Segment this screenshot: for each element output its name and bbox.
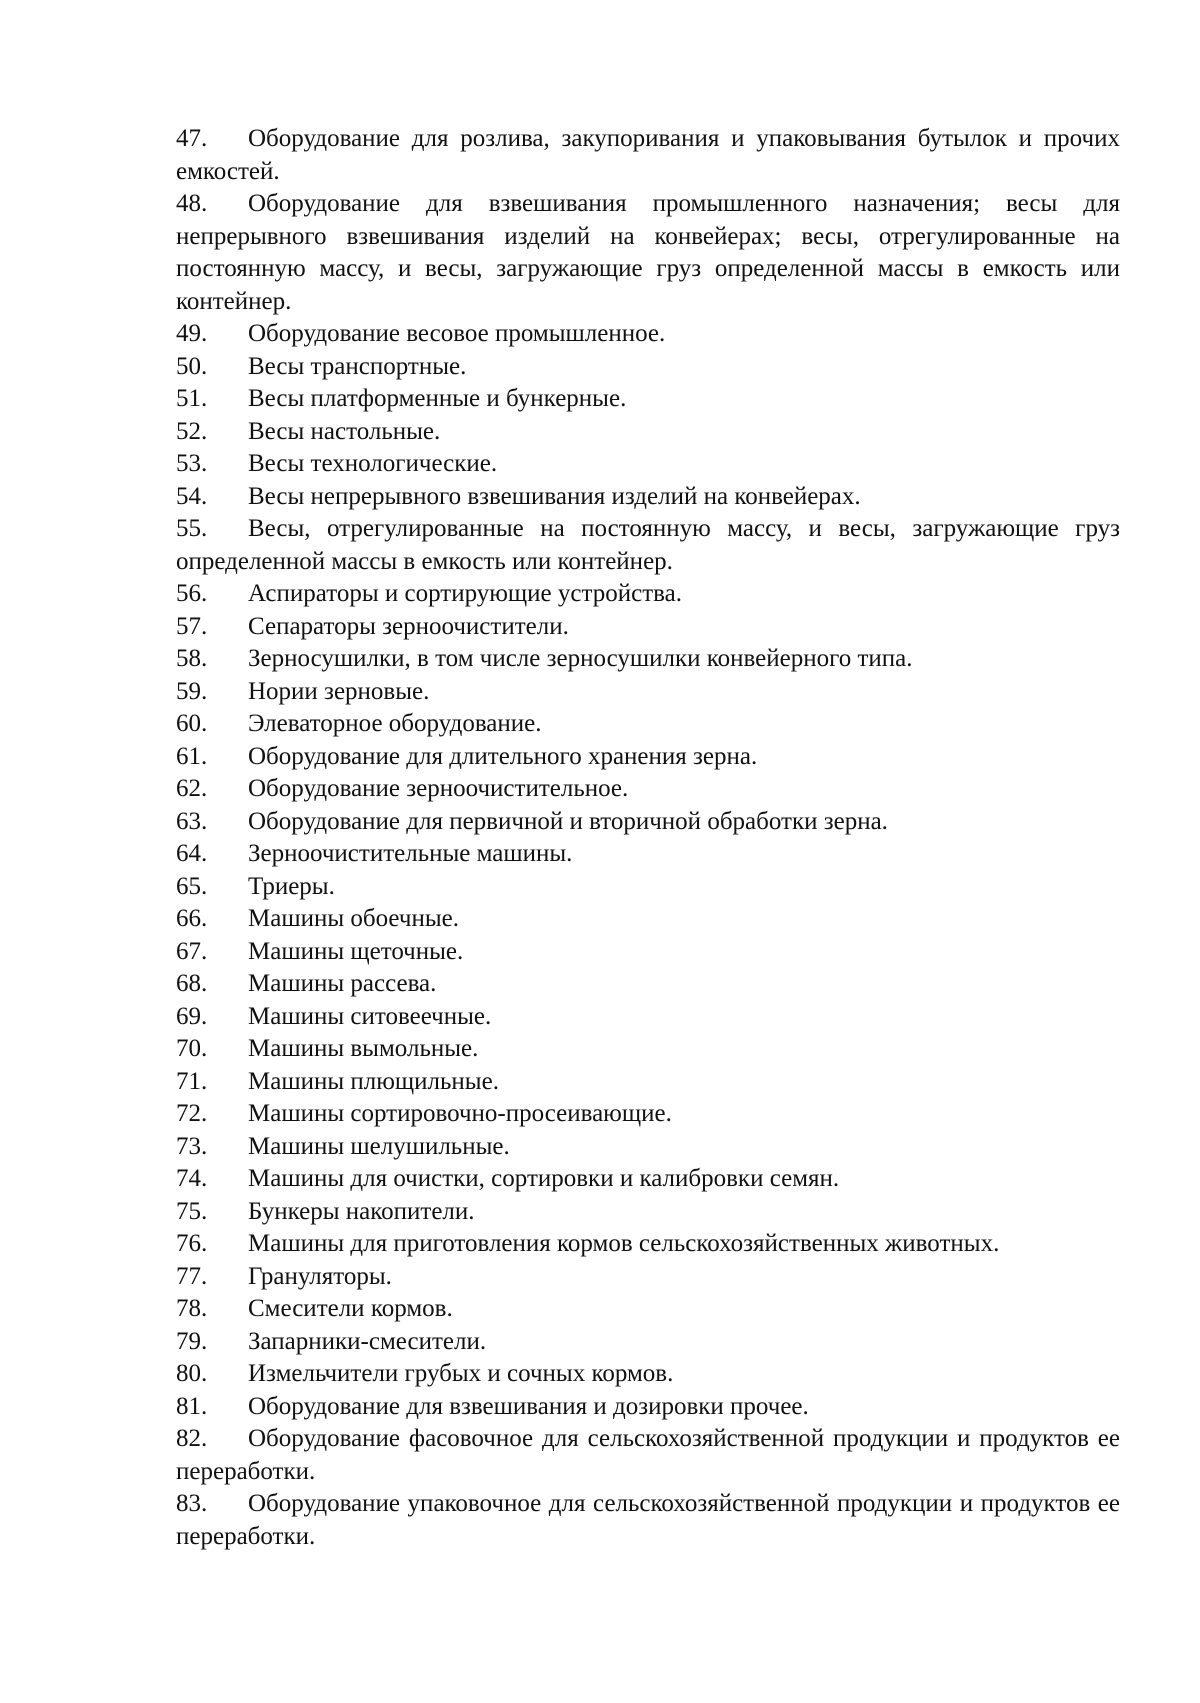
item-number: 62. (176, 775, 208, 802)
item-text: Весы настольные. (248, 417, 441, 445)
item-number: 59. (176, 677, 208, 705)
item-number: 81. (176, 1392, 208, 1420)
list-item (176, 708, 1120, 741)
list-item (176, 351, 1120, 384)
item-number: 68. (176, 970, 208, 997)
list-item (176, 1293, 1120, 1326)
item-text: Оборудование для длительного хранения зерна. (248, 742, 758, 770)
item-text: Машины сортировочно-просеивающие. (248, 1100, 672, 1127)
list-item (176, 838, 1120, 871)
item-number: 76. (176, 1230, 208, 1257)
item-number: 61. (176, 742, 208, 770)
item-text: Машины щеточные. (248, 937, 464, 965)
item-number: 74. (176, 1165, 208, 1192)
item-number: 54. (176, 482, 208, 510)
list-item (176, 643, 1120, 676)
list-item (176, 383, 1120, 416)
item-number: 80. (176, 1360, 208, 1387)
item-text: Измельчители грубых и сочных кормов. (248, 1360, 674, 1387)
item-number: 67. (176, 937, 208, 965)
item-number: 75. (176, 1197, 208, 1225)
item-number: 65. (176, 872, 208, 900)
item-text: Машины ситовеечные. (248, 1002, 492, 1030)
item-number: 51. (176, 385, 208, 412)
list-item (176, 871, 1120, 904)
list-item (176, 676, 1120, 709)
item-text: Зерноочистительные машины. (248, 840, 573, 867)
item-number: 82. (176, 1425, 208, 1452)
item-text: Нории зерновые. (248, 677, 430, 705)
item-text: Аспираторы и сортирующие устройства. (248, 580, 682, 607)
item-number: 50. (176, 352, 208, 380)
list-item (176, 481, 1120, 514)
list-item (176, 1488, 1120, 1553)
item-text: Машины вымольные. (248, 1035, 479, 1062)
list-item (176, 448, 1120, 481)
numbered-list (176, 123, 1120, 1553)
list-item (176, 513, 1120, 578)
item-number: 55. (176, 515, 208, 542)
list-item (176, 1131, 1120, 1164)
item-text: Сепараторы зерноочистители. (248, 612, 569, 640)
list-item (176, 1358, 1120, 1391)
item-number: 49. (176, 320, 208, 347)
item-number: 58. (176, 645, 208, 672)
list-item (176, 773, 1120, 806)
item-text: Весы транспортные. (248, 352, 467, 380)
item-number: 78. (176, 1295, 208, 1322)
item-number: 73. (176, 1132, 208, 1160)
list-item (176, 1326, 1120, 1359)
list-item (176, 806, 1120, 839)
item-text: Элеваторное оборудование. (248, 710, 542, 737)
item-text: Оборудование для взвешивания промышленного назначения; весы для непрерывного взвешивания изделий на конвейерах; весы, отрегулированные на постоянную массу, и весы, загружающие груз определенной массы в емкость или контейнер. (176, 190, 1120, 315)
list-item (176, 741, 1120, 774)
item-text: Весы непрерывного взвешивания изделий на конвейерах. (248, 482, 861, 510)
list-item (176, 188, 1120, 318)
item-number: 72. (176, 1100, 208, 1127)
item-number: 53. (176, 450, 208, 477)
list-item (176, 1098, 1120, 1131)
item-text: Машины обоечные. (248, 905, 459, 932)
list-item (176, 1261, 1120, 1294)
item-text: Оборудование для первичной и вторичной обработки зерна. (248, 807, 888, 835)
list-item (176, 968, 1120, 1001)
list-item (176, 416, 1120, 449)
item-number: 83. (176, 1490, 208, 1517)
list-item (176, 903, 1120, 936)
list-item (176, 1163, 1120, 1196)
list-item (176, 1066, 1120, 1099)
item-text: Машины рассева. (248, 970, 437, 997)
item-text: Бункеры накопители. (248, 1197, 475, 1225)
item-number: 71. (176, 1067, 208, 1095)
item-number: 57. (176, 612, 208, 640)
list-item (176, 1391, 1120, 1424)
item-number: 64. (176, 840, 208, 867)
item-text: Машины плющильные. (248, 1067, 499, 1095)
item-text: Грануляторы. (248, 1262, 392, 1290)
list-item (176, 1196, 1120, 1229)
item-text: Машины для приготовления кормов сельскохозяйственных животных. (248, 1230, 1000, 1257)
item-number: 63. (176, 807, 208, 835)
item-number: 77. (176, 1262, 208, 1290)
item-text: Зерносушилки, в том числе зерносушилки конвейерного типа. (248, 645, 913, 672)
list-item (176, 123, 1120, 188)
item-text: Оборудование фасовочное для сельскохозяйственной продукции и продуктов ее переработки. (176, 1425, 1120, 1485)
list-item (176, 578, 1120, 611)
item-text: Триеры. (248, 872, 335, 900)
item-text: Машины для очистки, сортировки и калибровки семян. (248, 1165, 840, 1192)
item-text: Смесители кормов. (248, 1295, 453, 1322)
item-text: Весы технологические. (248, 450, 498, 477)
item-number: 52. (176, 417, 208, 445)
list-item (176, 1033, 1120, 1066)
item-number: 48. (176, 190, 208, 217)
item-text: Запарники-смесители. (248, 1327, 487, 1355)
item-number: 79. (176, 1327, 208, 1355)
item-text: Оборудование весовое промышленное. (248, 320, 666, 347)
list-item (176, 936, 1120, 969)
item-number: 69. (176, 1002, 208, 1030)
item-number: 60. (176, 710, 208, 737)
list-item (176, 1423, 1120, 1488)
item-number: 66. (176, 905, 208, 932)
item-number: 56. (176, 580, 208, 607)
list-item (176, 611, 1120, 644)
item-text: Оборудование упаковочное для сельскохозяйственной продукции и продуктов ее переработки. (176, 1490, 1120, 1550)
item-text: Оборудование для взвешивания и дозировки прочее. (248, 1392, 809, 1420)
item-text: Оборудование для розлива, закупоривания и упаковывания бутылок и прочих емкостей. (176, 125, 1120, 185)
list-item (176, 318, 1120, 351)
item-text: Весы, отрегулированные на постоянную массу, и весы, загружающие груз определенной массы в емкость или контейнер. (176, 515, 1120, 575)
item-text: Оборудование зерноочистительное. (248, 775, 629, 802)
item-number: 47. (176, 125, 208, 152)
item-number: 70. (176, 1035, 208, 1062)
list-item (176, 1228, 1120, 1261)
item-text: Весы платформенные и бункерные. (248, 385, 627, 412)
list-item (176, 1001, 1120, 1034)
item-text: Машины шелушильные. (248, 1132, 510, 1160)
